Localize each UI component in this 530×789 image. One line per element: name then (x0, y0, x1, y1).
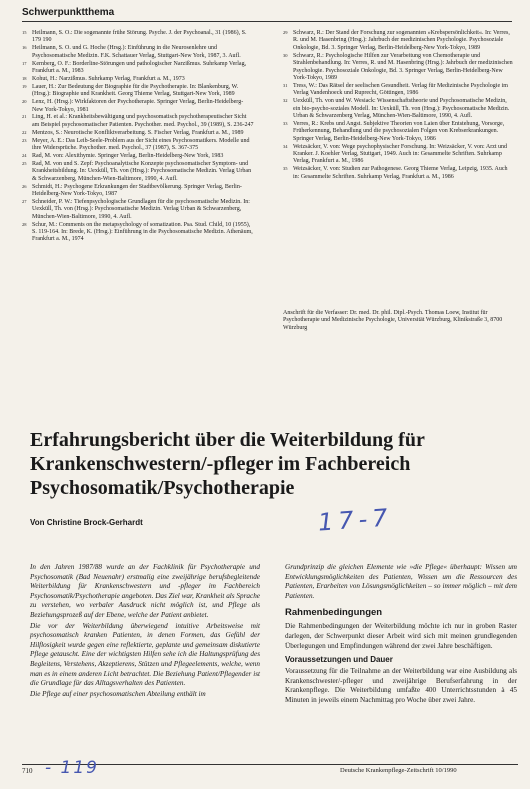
reference-item (283, 53, 515, 83)
abstract-paragraph-3: Die Pflege auf einer psychosomatischen Abteilung enthält im (30, 689, 206, 698)
reference-number: 19 (22, 83, 27, 89)
references-right-column (283, 30, 515, 182)
reference-item (22, 130, 254, 137)
reference-text: Mentzos, S.: Neurotische Konfliktverarbeitung. S. Fischer Verlag, Frankfurt a. M., 1989 (32, 129, 244, 136)
reference-number: 28 (22, 221, 27, 227)
reference-item (22, 45, 254, 60)
reference-number: 18 (22, 75, 27, 81)
reference-item (22, 199, 254, 221)
reference-text: Lauer, H.: Zur Bedeutung der Biographie für die Psychotherapie. In: Blankenburg, W. (Hrsg.): Biographie und Krankheit. Georg Thieme Verlag, Stuttgart-New York, 1989 (32, 83, 239, 98)
reference-text: Weizsäcker, V. von: Wege psychophysischer Forschung. In: Weizsäcker, V. von: Arzt und Kranker. J. Koehler Verlag, Stuttgart, 1949. Auch in: Gesammelte Schriften. Suhrkamp Verlag, Frankfurt a. M., 1986 (293, 143, 508, 165)
reference-item (283, 121, 515, 143)
reference-number: 34 (283, 143, 288, 149)
reference-item (22, 114, 254, 129)
reference-item (283, 144, 515, 166)
reference-item (283, 166, 515, 181)
reference-number: 20 (22, 99, 27, 105)
journal-reference: Deutsche Krankenpflege-Zeitschrift 10/1990 (340, 767, 457, 774)
reference-text: Rad, M. von: Alexithymie. Springer Verlag, Berlin-Heidelberg-New York, 1983 (32, 153, 224, 159)
reference-text: Meyer, A. E.: Das Leib-Seele-Problem aus der Sicht eines Psychosomatikers. Modelle und ihre Widersprüche. Psychother. med. Psychol., 37 (1987), S. 367-375 (32, 137, 250, 152)
reference-number: 30 (283, 52, 288, 58)
reference-item (22, 184, 254, 199)
reference-number: 32 (283, 98, 288, 104)
reference-text: Kohut, H.: Narzißmus. Suhrkamp Verlag, Frankfurt a. M., 1973 (32, 75, 185, 82)
voraussetzungen-text: Voraussetzung für die Teilnahme an der Weiterbildung war eine Ausbildung als Krankenschwester/-pfleger und zweijährige Berufserfahrung in der Krankenpflege. Die Weiterbildung umfaßte 400 Unterrichtsstunden à 45 Minuten in jeweils einem Nachmittag pro Woche über zwei Jahre. (285, 667, 517, 704)
reference-number: 33 (283, 120, 288, 126)
abstract-paragraph-2: Die vor der Weiterbildung überwiegend intuitive Arbeitsweise mit psychosomatisch kranken Patienten, in denen Formen, das Gefühl der Hilflosigkeit wurde gegen eine reflektierte, geplante und gemeinsam diskutierte Pflege getauscht. Eine der wichtigsten Hilfen sehe ich die Haltungsprüfung des Begleitens, Verstehens, Akzeptierens, Stützen und Pflegeelements, welche, wenn man es in einem anderen Licht betrachtet. Die Beziehung Patient/Pflegender ist die Grundlage für das Alltagsverhalten des Patienten. (30, 621, 260, 688)
article-title: Erfahrungsbericht über die Weiterbildung für Krankenschwestern/-pfleger im Fachbereich Psychosomatik/Psychotherapie (30, 429, 425, 499)
reference-text: Schneider, P. W.: Tiefenpsychologische Grundlagen für die psychosomatische Medizin. In: Uexküll, Th. von (Hrsg.): Psychosomatische Medizin. Verlag Urban & Schwarzenberg, München-Wien-Baltimore, 1990, 4. Aufl. (32, 198, 250, 220)
reference-number: 26 (22, 183, 27, 189)
handwritten-annotation: 17-7 (317, 503, 394, 537)
voraussetzungen-heading: Voraussetzungen und Dauer (285, 655, 393, 665)
article-left-column (30, 563, 260, 700)
reference-text: Uexküll, Th. von und W. Wesiack: Wissenschaftstheorie und Psychosomatische Medizin, ein bio-psycho-soziales Modell. In: Uexküll, Th. von (Hrsg.): Psychosomatische Medizin. Urban & Schwarzenberg Verlag, München-Wien-Baltimore, 1990, 4. Aufl. (293, 98, 510, 119)
reference-number: 24 (22, 153, 27, 158)
reference-item (22, 161, 254, 183)
reference-text: Rad, M. von und S. Zepf: Psychoanalytische Konzepte psychosomatischer Symptom- und Krankheitsbildung. In: Uexküll, Th. von (Hrsg.): Psychosomatische Medizin. Verlag Urban & Schwarzenberg, München-Wien-Baltimore, 1990, 4. Aufl. (32, 160, 252, 182)
references-left-column (22, 30, 254, 244)
rahmen-heading: Rahmenbedingungen (285, 607, 383, 619)
reference-text: Tress, W.: Das Rätsel der seelischen Gesundheit. Verlag für Medizinische Psychologie im Verlag Vandenhoeck und Ruprecht, Göttingen, 1986 (293, 82, 508, 97)
page-number: 710 (22, 767, 33, 775)
abstract-paragraph-1: In den Jahren 1987/88 wurde an der Fachklinik für Psychotherapie und Psychosomatik (Bad Neuenahr) erstmalig eine zweijährige berufsbegleitende Weiterbildung für Krankenschwestern und -pfleger im Fachbereich Psychosomatik/Psychotherapie angeboten. Das Ziel war, Krankheit als Sprache zu verstehen, wo verbaler Ausdruck nicht möglich ist, und Pflege als Beziehungsprozeß auf der Ebene, welche der Patient anbietet. (30, 563, 260, 619)
reference-number: 17 (22, 60, 27, 66)
reference-text: Schmidt, H.: Psychogene Erkrankungen der Stadtbevölkerung. Springer Verlag, Berlin-Heidelberg-New York-Tokyo, 1987 (32, 183, 242, 198)
reference-text: Weizsäcker, V. von: Studien zur Pathogenese. Georg Thieme Verlag, Leipzig, 1935. Auch in: Gesammelte Schriften. Suhrkamp Verlag, Frankfurt a. M., 1986 (293, 166, 508, 180)
reference-number: 21 (22, 114, 27, 120)
reference-item (283, 83, 515, 98)
section-header: Schwerpunktthema (22, 7, 512, 22)
reference-text: Heilmann, S. O.: Die sogenannte frühe Störung. Psyche. J. der Psychoanal., 31 (1986), S. 179 190 (32, 30, 247, 44)
reference-item (22, 61, 254, 76)
reference-number: 29 (283, 30, 288, 35)
reference-number: 25 (22, 160, 27, 166)
author-address-note: Anschrift für die Verfasser: Dr. med. Dr. phil. Dipl.-Psych. Thomas Loew, Institut für Psychotherapie und Medizinische Psychologie, Universität Würzburg, Klinikstraße 3, 8700 Würzburg (283, 310, 503, 331)
reference-item (22, 30, 254, 45)
rahmen-text: Die Rahmenbedingungen der Weiterbildung möchte ich nur in groben Raster darlegen, der Schwerpunkt dieser Arbeit wird sich mit meinen grundlegenden Überlegungen und Empfindungen während der zwei Jahre beschäftigen. (285, 622, 517, 650)
reference-item (283, 30, 515, 52)
reference-item (22, 84, 254, 99)
reference-number: 31 (283, 82, 288, 88)
reference-text: Schwarz, R.: Der Stand der Forschung zur sogenannten »Krebspersönlichkeit«. In: Verres, R. und M. Hasenbring (Hrsg.): Jahrbuch der medizinischen Psychologie. Psychosoziale Onkologie, Bd. 3. Springer Verlag, Berlin-Heidelberg-New York-Tokyo, 1989 (293, 30, 510, 51)
reference-number: 16 (22, 45, 27, 51)
author-byline: Von Christine Brock-Gerhardt (30, 518, 143, 527)
reference-item (22, 153, 254, 160)
reference-item (22, 76, 254, 83)
reference-item (22, 99, 254, 114)
reference-number: 23 (22, 137, 27, 143)
article-right-column (285, 563, 517, 706)
reference-text: Lenz, H. (Hrsg.): Wirkfaktoren der Psychotherapie. Springer Verlag, Berlin-Heidelberg-New York-Tokyo, 1981 (32, 99, 244, 113)
reference-number: 15 (22, 30, 27, 35)
reference-item (22, 222, 254, 244)
reference-item (22, 138, 254, 153)
reference-number: 22 (22, 129, 27, 135)
reference-number: 27 (22, 198, 27, 204)
reference-text: Schur, M.: Comments on the metapsychology of somatization. Psa. Stud. Child, 10 (1955), S. 119-164. In: Brede, K. (Hrsg.): Einführung in die Psychosomatische Medizin. Athenäum, Frankfurt a. M., 1974 (32, 221, 253, 243)
reference-text: Heilmann, S. O. und G. Hoche (Hrsg.): Einführung in die Neurosenlehre und Psychosomatische Medizin. F.K. Schattauer Verlag, Stuttgart-New York, 1987, 3. Aufl. (32, 45, 241, 59)
abstract-continuation: Grundprinzip die gleichen Elemente wie »die Pflege« überhaupt: Wissen um Entwicklungsmöglichkeiten des Patienten, Wissen um die Ressourcen des Patienten, Erarbeiten von Lösungsmöglichkeiten – so immer möglich – mit dem Patienten. (285, 563, 517, 600)
reference-text: Verres, R.: Krebs und Angst. Subjektive Theorien von Laien über Entstehung, Vorsorge, Früherkennung, Behandlung und die psychosozialen Folgen von Krebserkrankungen. Springer Verlag, Berlin-Heidelberg-New York-Tokyo, 1986 (293, 120, 505, 142)
reference-text: Schwarz, R.: Psychologische Hilfen zur Verarbeitung von Chemotherapie und Strahlenbehandlung. In: Verres, R. und M. Hasenbring (Hrsg.): Jahrbuch der medizinischen Psychologie. Psychosoziale Onkologie, Bd. 3. Springer Verlag, Berlin-Heidelberg-New York-Tokyo, 1989 (293, 52, 513, 81)
reference-text: Ling, H. et al.: Krankheitsbewältigung und psychosomatisch psychotherapeutischer Sicht am Beispiel psychosomatischer Patienten. Psychother. med. Psychol., 39 (1989), S. 236-247 (32, 114, 254, 128)
reference-number: 35 (283, 166, 288, 172)
reference-item (283, 98, 515, 120)
reference-text: Kernberg, O. F.: Borderline-Störungen und pathologischer Narzißmus. Suhrkamp Verlag, Frankfurt a. M., 1983 (32, 60, 247, 75)
handwritten-page-annotation: - 119 (45, 758, 99, 778)
